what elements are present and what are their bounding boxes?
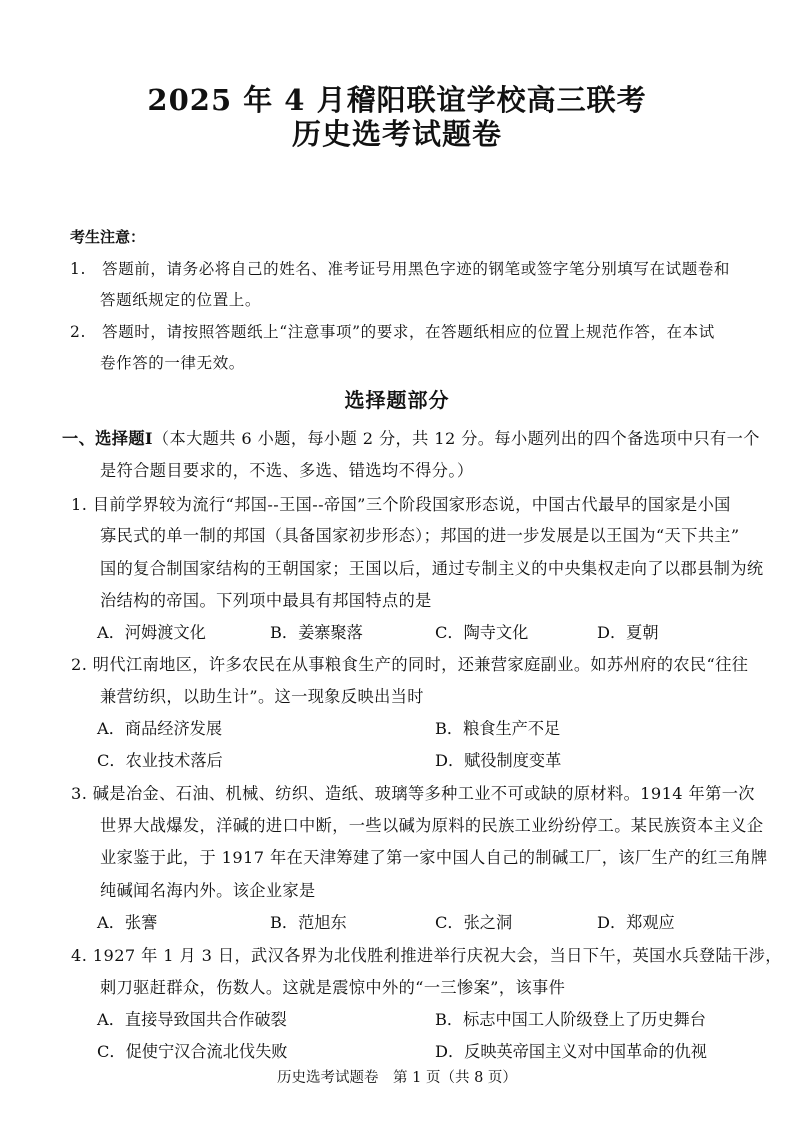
question-3-option-b[interactable]: B．范旭东 [270, 913, 347, 932]
question-2-line: 兼营纺织，以助生计”。这一现象反映出当时 [100, 687, 424, 706]
question-3-option-a[interactable]: A．张謇 [97, 913, 158, 932]
question-3-line: 3. 碱是冶金、石油、机械、纺织、造纸、玻璃等多种工业不可或缺的原材料。1914 年第一次 [71, 784, 755, 803]
question-2-line: 2. 明代江南地区，许多农民在从事粮食生产的同时，还兼营家庭副业。如苏州府的农民“往往 [71, 655, 749, 674]
question-4-line: 4. 1927 年 1 月 3 日，武汉各界为北伐胜利推进举行庆祝大会，当日下午，英国水兵登陆干涉， [71, 946, 782, 965]
question-1-line: 治结构的帝国。下列项中最具有邦国特点的是 [100, 591, 432, 610]
section-title: 选择题部分 [344, 388, 450, 412]
question-3-line: 世界大战爆发，洋碱的进口中断，一些以碱为原料的民族工业纷纷停工。某民族资本主义企 [100, 816, 764, 835]
question-4-option-a[interactable]: A．直接导致国共合作破裂 [97, 1010, 287, 1029]
notice-item-1-cont: 答题纸规定的位置上。 [100, 291, 262, 309]
notice-heading: 考生注意： [70, 228, 146, 246]
question-3-line: 纯碱闻名海内外。该企业家是 [100, 881, 316, 900]
notice-item-1: 1. 答题前，请务必将自己的姓名、准考证号用黑色字迹的钢笔或签字笔分别填写在试题卷和 [70, 260, 730, 278]
question-4-option-b[interactable]: B．标志中国工人阶级登上了历史舞台 [435, 1010, 706, 1029]
question-3-option-c[interactable]: C．张之洞 [435, 913, 513, 932]
notice-item-2: 2. 答题时，请按照答题纸上“注意事项”的要求，在答题纸相应的位置上规范作答，在本试 [70, 323, 715, 341]
question-1-line: 国的复合制国家结构的王朝国家；王国以后，通过专制主义的中央集权走向了以郡县制为统 [100, 559, 764, 578]
question-2-option-d[interactable]: D．赋役制度变革 [435, 751, 562, 770]
exam-title: 2025 年 4 月稽阳联谊学校高三联考 [147, 83, 647, 117]
exam-subtitle: 历史选考试题卷 [291, 117, 502, 151]
question-4-line: 刺刀驱赶群众，伤数人。这就是震惊中外的“一三惨案”，该事件 [100, 978, 566, 997]
question-1-option-a[interactable]: A．河姆渡文化 [97, 623, 206, 642]
part-label: 一、选择题Ⅰ [62, 429, 153, 448]
question-1-option-c[interactable]: C．陶寺文化 [435, 623, 529, 642]
question-3-line: 业家鉴于此，于 1917 年在天津筹建了第一家中国人自己的制碱工厂，该厂生产的红三角牌 [100, 848, 768, 867]
question-1-option-d[interactable]: D．夏朝 [597, 623, 659, 642]
question-3-option-d[interactable]: D．郑观应 [597, 913, 675, 932]
question-2-option-a[interactable]: A．商品经济发展 [97, 719, 223, 738]
question-4-option-d[interactable]: D．反映英帝国主义对中国革命的仇视 [435, 1042, 707, 1061]
part-intro [62, 425, 760, 449]
question-1-option-b[interactable]: B．姜寨聚落 [270, 623, 363, 642]
question-4-option-c[interactable]: C．促使宁汉合流北伐失败 [97, 1042, 288, 1061]
question-1-line: 1. 目前学界较为流行“邦国--王国--帝国”三个阶段国家形态说，中国古代最早的国家是小国 [71, 495, 731, 514]
part-intro-text: （本大题共 6 小题，每小题 2 分，共 12 分。每小题列出的四个备选项中只有一个 [152, 429, 760, 448]
notice-item-2-cont: 卷作答的一律无效。 [100, 354, 245, 372]
question-2-option-b[interactable]: B．粮食生产不足 [435, 719, 561, 738]
question-2-option-c[interactable]: C．农业技术落后 [97, 751, 223, 770]
part-intro-cont: 是符合题目要求的，不选、多选、错选均不得分。） [100, 461, 474, 480]
page-footer: 历史选考试题卷 第 1 页（共 8 页） [277, 1070, 517, 1086]
question-1-line: 寡民式的单一制的邦国（具备国家初步形态）；邦国的进一步发展是以王国为“天下共主” [100, 526, 740, 545]
